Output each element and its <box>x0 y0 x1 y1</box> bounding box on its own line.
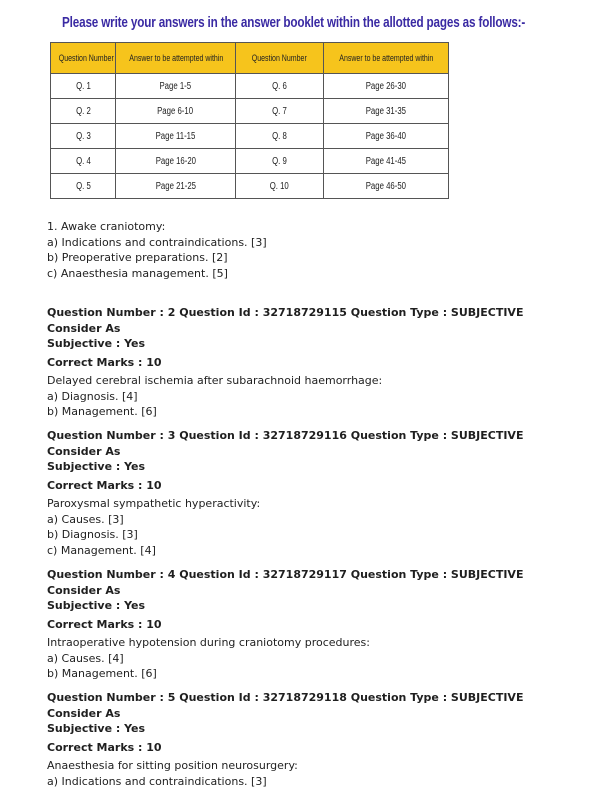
question-header: Question Number : 4 Question Id : 32718729117 Question Type : SUBJECTIVE Consider As <box>47 568 524 597</box>
table-cell: Page 6-10 <box>116 99 236 124</box>
correct-marks: Correct Marks : 10 <box>47 355 162 369</box>
header-answer-within-1: Answer to be attempted within <box>116 43 236 74</box>
table-cell: Q. 3 <box>51 124 116 149</box>
table-cell: Q. 10 <box>236 174 324 199</box>
question-subpart: a) Indications and contraindications. [3] <box>47 774 267 788</box>
question-subpart: a) Indications and contraindications. [3] <box>47 235 267 249</box>
correct-marks: Correct Marks : 10 <box>47 617 162 631</box>
table-row <box>51 99 449 124</box>
page-allocation-table <box>50 42 449 199</box>
question-3-block <box>47 428 567 558</box>
table-cell: Q. 9 <box>236 149 324 174</box>
header-question-number-2: Question Number <box>236 43 324 74</box>
question-header: Question Number : 2 Question Id : 32718729115 Question Type : SUBJECTIVE Consider As <box>47 306 524 335</box>
question-subpart: b) Management. [6] <box>47 667 157 680</box>
question-subpart: b) Diagnosis. [3] <box>47 528 138 541</box>
question-header-subjective: Subjective : Yes <box>47 337 146 350</box>
table-cell: Q. 4 <box>51 149 116 174</box>
table-cell: Page 46-50 <box>324 174 449 199</box>
table-cell: Page 26-30 <box>324 74 449 99</box>
question-subpart: a) Causes. [4] <box>47 651 124 665</box>
question-header-subjective: Subjective : Yes <box>47 722 146 735</box>
table-cell: Q. 2 <box>51 99 116 124</box>
question-text: Intraoperative hypotension during craniotomy procedures: <box>47 636 370 649</box>
table-cell: Page 21-25 <box>116 174 236 199</box>
question-subpart: c) Anaesthesia management. [5] <box>47 266 228 280</box>
question-5-block <box>47 690 567 789</box>
table-row <box>51 74 449 99</box>
instruction-title: Please write your answers in the answer booklet within the allotted pages as follows:- <box>62 14 526 31</box>
table-cell: Page 16-20 <box>116 149 236 174</box>
table-cell: Q. 5 <box>51 174 116 199</box>
question-subpart: b) Preoperative preparations. [2] <box>47 251 228 264</box>
question-2-block <box>47 305 567 420</box>
question-header-subjective: Subjective : Yes <box>47 460 146 473</box>
question-header-subjective: Subjective : Yes <box>47 599 146 612</box>
table-cell: Page 36-40 <box>324 124 449 149</box>
question-header: Question Number : 3 Question Id : 32718729116 Question Type : SUBJECTIVE Consider As <box>47 429 524 458</box>
table-cell: Q. 6 <box>236 74 324 99</box>
question-text: 1. Awake craniotomy: <box>47 220 166 233</box>
table-cell: Page 11-15 <box>116 124 236 149</box>
question-4-block <box>47 567 567 682</box>
question-text: Anaesthesia for sitting position neurosurgery: <box>47 759 298 772</box>
question-subpart: b) Management. [6] <box>47 405 157 418</box>
question-header: Question Number : 5 Question Id : 32718729118 Question Type : SUBJECTIVE Consider As <box>47 691 524 720</box>
correct-marks: Correct Marks : 10 <box>47 478 162 492</box>
table-cell: Q. 8 <box>236 124 324 149</box>
table-header-row <box>51 43 449 74</box>
header-answer-within-2: Answer to be attempted within <box>324 43 449 74</box>
table-row <box>51 124 449 149</box>
table-cell: Page 41-45 <box>324 149 449 174</box>
question-text: Delayed cerebral ischemia after subarachnoid haemorrhage: <box>47 374 383 387</box>
question-subpart: a) Causes. [3] <box>47 512 124 526</box>
question-text: Paroxysmal sympathetic hyperactivity: <box>47 497 261 510</box>
table-row <box>51 149 449 174</box>
table-cell: Page 1-5 <box>116 74 236 99</box>
table-cell: Page 31-35 <box>324 99 449 124</box>
header-question-number-1: Question Number <box>51 43 116 74</box>
table-cell: Q. 7 <box>236 99 324 124</box>
table-row <box>51 174 449 199</box>
question-1-block <box>47 219 567 281</box>
correct-marks: Correct Marks : 10 <box>47 740 162 754</box>
question-subpart: c) Management. [4] <box>47 543 156 557</box>
question-subpart: a) Diagnosis. [4] <box>47 389 138 403</box>
table-cell: Q. 1 <box>51 74 116 99</box>
